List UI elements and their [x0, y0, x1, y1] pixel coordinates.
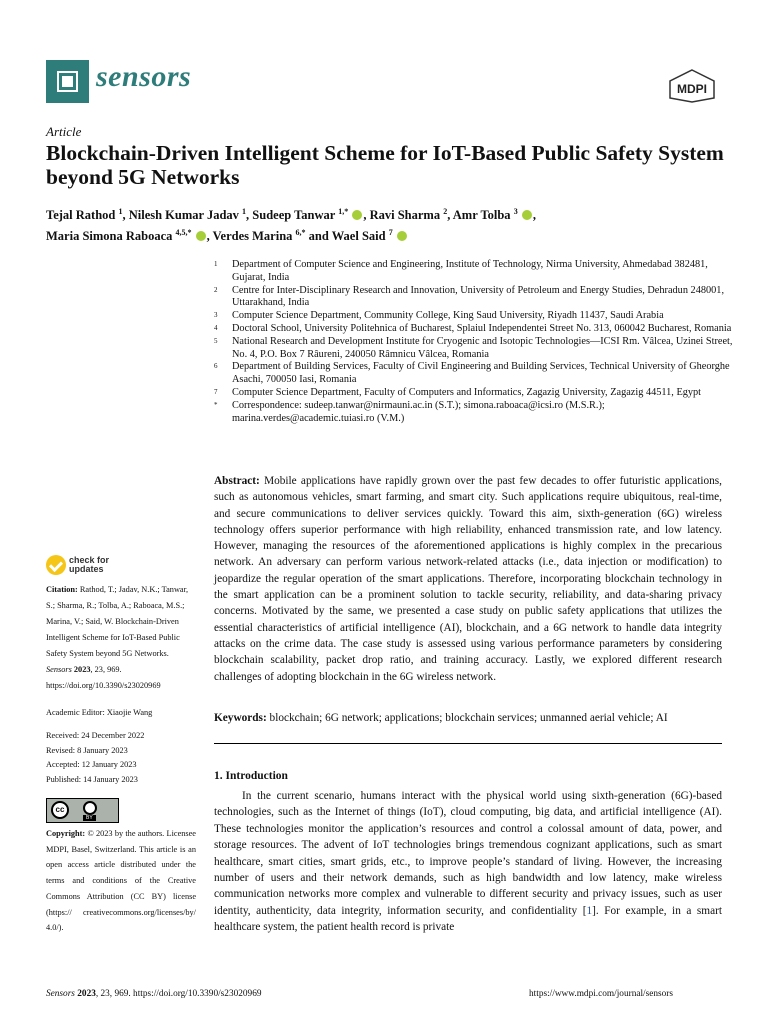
published-date: Published: 14 January 2023	[46, 774, 138, 784]
abstract-label: Abstract:	[214, 475, 260, 487]
author-affiliation-sup: 1,*	[338, 207, 349, 216]
author	[252, 208, 369, 222]
affiliation-text: Department of Building Services, Faculty of Civil Engineering and Building Services, Technical University of Gheorghe Asachi, 700050 Iasi, Romania	[232, 361, 730, 386]
received-date: Received: 24 December 2022	[46, 731, 145, 740]
author-name: Maria Simona Raboaca	[46, 229, 173, 244]
copyright-label: Copyright:	[46, 829, 86, 838]
author-separator: ,	[363, 208, 370, 223]
reference-link[interactable]: 1	[586, 904, 593, 917]
orcid-icon[interactable]	[196, 231, 206, 241]
intro-text-part1: In the current scenario, humans interact with the physical world using sixth-generation (6G)-based technologies, such as the Internet of things (IoT), cloud computing, big data, and artificial intelligence (AI). These technologies monitor the application’s resources and control a colossal amount of data, power, and storage resources. The advent of IoT technologies brings tremendous cognizant applications, such as smart healthcare, smart cities, smart grids, etc., to improve people’s standard of living. However, the increasing number of users and their network demands, such as high bandwidth and low latency, make wireless communication networks more complex and vulnerable to different security and privacy issues, such as user identity, authenticity, data integrity, information security, and confidentiality [	[214, 790, 722, 917]
affiliation-number: 3	[214, 311, 218, 320]
affiliation-text: National Research and Development Institute for Cryogenic and Isotopic Technologies—ICSI Rm. Vâlcea, Uzinei Street, No. 4, P.O. Box 7 Râureni, 240050 Râmnicu Vâlcea, Romania	[232, 335, 733, 360]
check-icon	[46, 555, 66, 575]
citation-doi[interactable]: , 23, 969. https://doi.org/10.3390/s23020969	[46, 665, 161, 690]
copyright	[46, 826, 196, 936]
by-label: BY	[83, 815, 96, 821]
affiliation-item	[214, 285, 734, 311]
author-name: Amr Tolba	[452, 208, 511, 223]
author-affiliation-sup: 6,*	[295, 228, 306, 238]
affiliation-number: 4	[214, 323, 218, 332]
affiliation-number: 2	[214, 285, 218, 294]
author-affiliation-sup: 1	[118, 207, 123, 216]
footer-journal-url[interactable]: https://www.mdpi.com/journal/sensors	[529, 989, 674, 999]
author	[453, 208, 536, 222]
orcid-icon[interactable]	[397, 231, 407, 241]
affiliation-item	[214, 387, 734, 400]
copyright-text: © 2023 by the authors. Licensee MDPI, Basel, Switzerland. This article is an open access article distributed under the terms and conditions of the Creative Commons Attribution (CC BY) license (https:// creativecommons.org/licenses/by/ 4.0/).	[46, 829, 196, 933]
check-updates-line2: updates	[69, 564, 104, 574]
keywords	[214, 710, 722, 726]
intro-text-part2: ]. For example, in a smart healthcare system, the patient health record is private	[214, 904, 722, 934]
author-separator: and	[305, 229, 332, 244]
author-separator: ,	[532, 208, 536, 223]
author-affiliation-sup: 7	[388, 228, 393, 238]
author-name: Tejal Rathod	[46, 208, 116, 223]
affiliation-text: Department of Computer Science and Engineering, Institute of Technology, Nirma University, Ahmedabad 382481, Gujarat, India	[232, 259, 708, 283]
affiliation-number: 7	[214, 387, 218, 396]
author-separator: ,	[447, 208, 453, 223]
affiliation-text: Computer Science Department, Community College, King Saud University, Riyadh 11437, Saudi Arabia	[232, 310, 664, 322]
abstract	[214, 473, 722, 685]
cc-icon: cc	[51, 801, 69, 819]
academic-editor: Academic Editor: Xiaojie Wang	[46, 708, 153, 717]
author-name: Nilesh Kumar Jadav	[128, 208, 239, 223]
author-affiliation-sup: 1	[242, 207, 247, 216]
check-updates-line1: check for	[69, 555, 110, 565]
author-separator: ,	[122, 208, 129, 223]
author-separator: ,	[246, 208, 253, 223]
footer-citation	[46, 989, 262, 999]
author-separator: ,	[206, 229, 213, 244]
publication-dates	[46, 729, 196, 787]
keywords-text: blockchain; 6G network; applications; blockchain services; unmanned aerial vehicle; AI	[269, 712, 668, 724]
mdpi-logo-icon	[666, 68, 718, 104]
author-list	[46, 203, 726, 245]
author-name: Wael Said	[331, 229, 386, 244]
citation-year: 2023	[73, 665, 91, 674]
affiliation-text: Centre for Inter-Disciplinary Research and Innovation, University of Petroleum and Energy Studies, Dehradun 248001, Uttarakhand, India	[232, 284, 725, 309]
author-affiliation-sup: 3	[513, 207, 518, 216]
author-affiliation-sup: 4,5,*	[175, 228, 192, 238]
divider	[214, 743, 722, 744]
abstract-text: Mobile applications have rapidly grown over the past few decades to offer futuristic applications, such as autonomous vehicles, smart farming, and smart city. Such applications require ubiquitous, real-time, and secure communications to deliver services quickly. Toward this aim, sixth-generation (6G) wireless technology offers superior performance with high reliability, enhanced transmission rate, and low latency. However, managing the resources of the aforementioned applications is highly complex in the precarious network. An adversary can perform various network-related attacks (i.e., data injection or modification) to jeopardize the regular operation of the smart applications. Therefore, incorporating blockchain technology in the smart application can be a prominent solution to tackle security, reliability, and data-sharing privacy concerns. Motivated by the same, we presented a case study on public safety applications that utilizes the essential characteristics of artificial intelligence (AI), blockchain, and a 6G network to handle data integrity attacks on the crime data. The case study is assessed using various performance parameters by considering blockchain scalability, packet drop ratio, and training accuracy. Lastly, we explored different research challenges of adopting blockchain in the 6G wireless network.	[214, 475, 723, 683]
citation	[46, 582, 196, 694]
citation-journal: Sensors	[46, 665, 72, 674]
affiliation-number: 1	[214, 260, 218, 268]
affiliation-item	[214, 310, 734, 323]
affiliation-item	[214, 259, 734, 285]
revised-date: Revised: 8 January 2023	[46, 745, 128, 755]
by-person-icon	[83, 801, 97, 815]
accepted-date: Accepted: 12 January 2023	[46, 760, 137, 769]
author	[46, 229, 213, 243]
cc-by-license-icon[interactable]	[46, 798, 119, 823]
article-title: Blockchain-Driven Intelligent Scheme for IoT-Based Public Safety System beyond 5G Networks	[46, 141, 724, 189]
affiliation-text: Correspondence: sudeep.tanwar@nirmauni.ac.in (S.T.); simona.raboaca@icsi.ro (M.S.R.); marina.verdes@academic.tuiasi.ro (V.M.)	[232, 399, 605, 424]
author-name: Verdes Marina	[212, 229, 293, 244]
publisher-name: MDPI	[677, 82, 707, 96]
orcid-icon[interactable]	[522, 210, 532, 220]
author	[129, 208, 253, 222]
citation-label: Citation:	[46, 585, 78, 594]
footer-year: 2023	[77, 989, 96, 999]
affiliation-number: 5	[214, 336, 218, 345]
affiliation-text: Computer Science Department, Faculty of Computers and Informatics, Zagazig University, Zagazig 44511, Egypt	[232, 386, 702, 398]
footer-doi[interactable]: , 23, 969. https://doi.org/10.3390/s23020969	[95, 989, 262, 999]
article-type: Article	[46, 124, 82, 139]
author-name: Sudeep Tanwar	[252, 208, 336, 223]
footer-journal: Sensors	[46, 989, 75, 999]
journal-logo-icon	[46, 60, 89, 103]
author	[370, 208, 453, 222]
affiliation-item	[214, 336, 734, 362]
orcid-icon[interactable]	[352, 210, 362, 220]
affiliation-number: *	[214, 400, 218, 409]
journal-name: sensors	[96, 60, 192, 93]
author-affiliation-sup: 2	[443, 207, 448, 216]
affiliation-item	[214, 361, 734, 387]
keywords-label: Keywords:	[214, 712, 267, 724]
author	[332, 229, 408, 243]
affiliation-item	[214, 323, 734, 336]
author	[213, 229, 332, 243]
section-heading-introduction: 1. Introduction	[214, 770, 288, 782]
affiliations	[214, 259, 734, 425]
author-name: Ravi Sharma	[369, 208, 441, 223]
affiliation-number: 6	[214, 362, 218, 371]
author	[46, 208, 129, 222]
introduction-paragraph	[214, 788, 722, 936]
citation-text: Rathod, T.; Jadav, N.K.; Tanwar, S.; Sharma, R.; Tolba, A.; Raboaca, M.S.; Marina, V.; Said, W. Blockchain-Driven Intelligent Scheme for IoT-Based Public Safety System beyond 5G Networks.	[46, 585, 189, 658]
affiliation-item	[214, 400, 734, 426]
affiliation-text: Doctoral School, University Politehnica of Bucharest, Splaiul Independentei Street No. 313, 060042 Bucharest, Romania	[232, 322, 732, 334]
